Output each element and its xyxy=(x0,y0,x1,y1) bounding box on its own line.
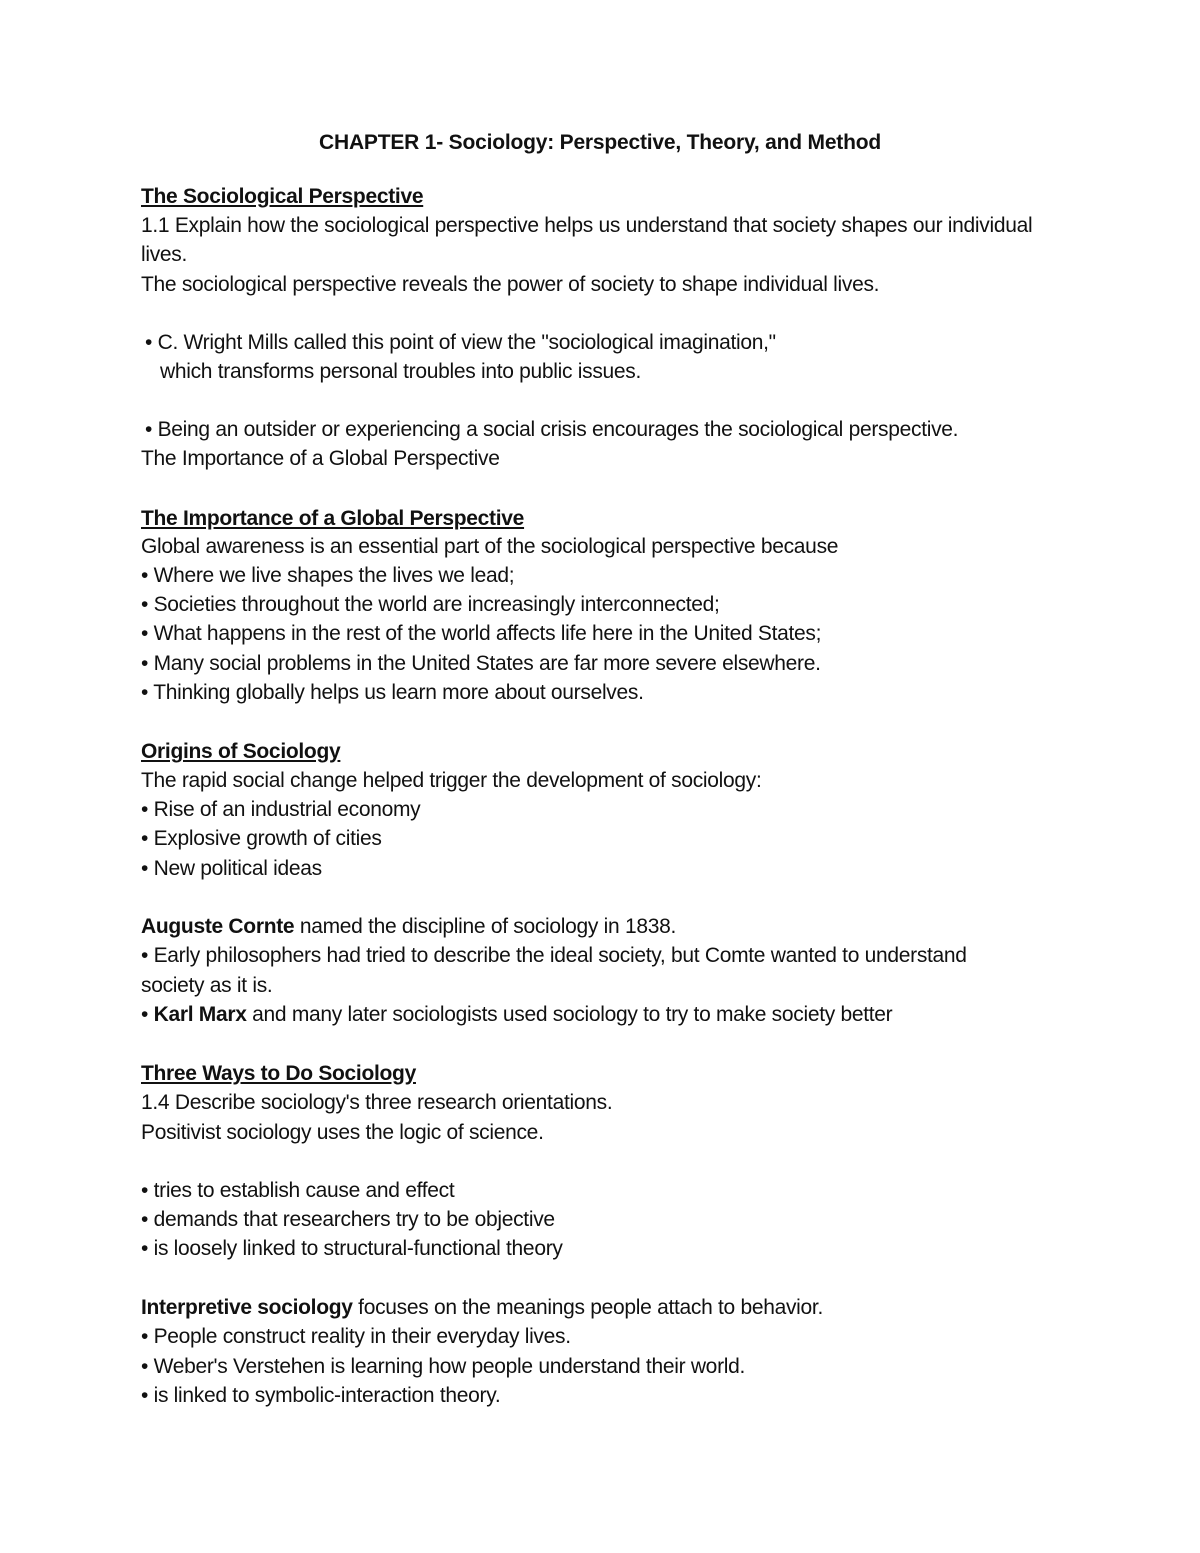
positivist-line: Positivist sociology uses the logic of science. xyxy=(141,1121,544,1144)
global-intro: Global awareness is an essential part of the sociological perspective because xyxy=(141,535,839,558)
section-heading-origins: Origins of Sociology xyxy=(141,740,341,763)
mills-bullet-line2: which transforms personal troubles into public issues. xyxy=(160,360,642,383)
comte-bullet-line1: • Early philosophers had tried to describe the ideal society, but Comte wanted to understand xyxy=(141,944,967,967)
list-item: • Societies throughout the world are increasingly interconnected; xyxy=(141,593,720,616)
comte-line xyxy=(141,912,676,941)
list-item: • is linked to symbolic-interaction theory. xyxy=(141,1384,501,1407)
list-item: • What happens in the rest of the world affects life here in the United States; xyxy=(141,622,822,645)
list-item: • Thinking globally helps us learn more about ourselves. xyxy=(141,681,644,704)
marx-text: and many later sociologists used sociology to try to make society better xyxy=(246,1003,893,1026)
objective-1-1-line2: lives. xyxy=(141,243,188,266)
marx-line xyxy=(141,1000,892,1029)
list-item: • Many social problems in the United States are far more severe elsewhere. xyxy=(141,652,821,675)
list-item: • demands that researchers try to be objective xyxy=(141,1208,555,1231)
list-item: • tries to establish cause and effect xyxy=(141,1179,455,1202)
interpretive-text: focuses on the meanings people attach to behavior. xyxy=(352,1296,823,1319)
marx-name: Karl Marx xyxy=(153,1003,247,1026)
list-item: • New political ideas xyxy=(141,857,322,880)
objective-1-4: 1.4 Describe sociology's three research orientations. xyxy=(141,1091,613,1114)
comte-text: named the discipline of sociology in 1838. xyxy=(294,915,676,938)
perspective-summary: The sociological perspective reveals the power of society to shape individual lives. xyxy=(141,273,880,296)
comte-name: Auguste Cornte xyxy=(141,915,295,938)
comte-bullet-line2: society as it is. xyxy=(141,974,273,997)
perspective-trailing-line: The Importance of a Global Perspective xyxy=(141,447,500,470)
section-heading-perspective: The Sociological Perspective xyxy=(141,185,424,208)
list-item: • People construct reality in their everyday lives. xyxy=(141,1325,571,1348)
origins-intro: The rapid social change helped trigger the development of sociology: xyxy=(141,769,762,792)
list-item: • Where we live shapes the lives we lead; xyxy=(141,564,515,587)
list-item: • Rise of an industrial economy xyxy=(141,798,421,821)
chapter-title: CHAPTER 1- Sociology: Perspective, Theory, and Method xyxy=(319,131,881,154)
objective-1-1-line1: 1.1 Explain how the sociological perspective helps us understand that society shapes our individual xyxy=(141,214,1033,237)
outsider-bullet: • Being an outsider or experiencing a social crisis encourages the sociological perspective. xyxy=(145,418,959,441)
mills-bullet-line1: • C. Wright Mills called this point of view the "sociological imagination," xyxy=(145,331,776,354)
interpretive-name: Interpretive sociology xyxy=(141,1296,353,1319)
list-item: • Explosive growth of cities xyxy=(141,827,382,850)
interpretive-line xyxy=(141,1293,823,1322)
list-item: • is loosely linked to structural-functional theory xyxy=(141,1237,563,1260)
list-item: • Weber's Verstehen is learning how people understand their world. xyxy=(141,1355,746,1378)
section-heading-three-ways: Three Ways to Do Sociology xyxy=(141,1062,416,1085)
marx-bullet: • xyxy=(141,1003,154,1026)
section-heading-global: The Importance of a Global Perspective xyxy=(141,507,525,530)
